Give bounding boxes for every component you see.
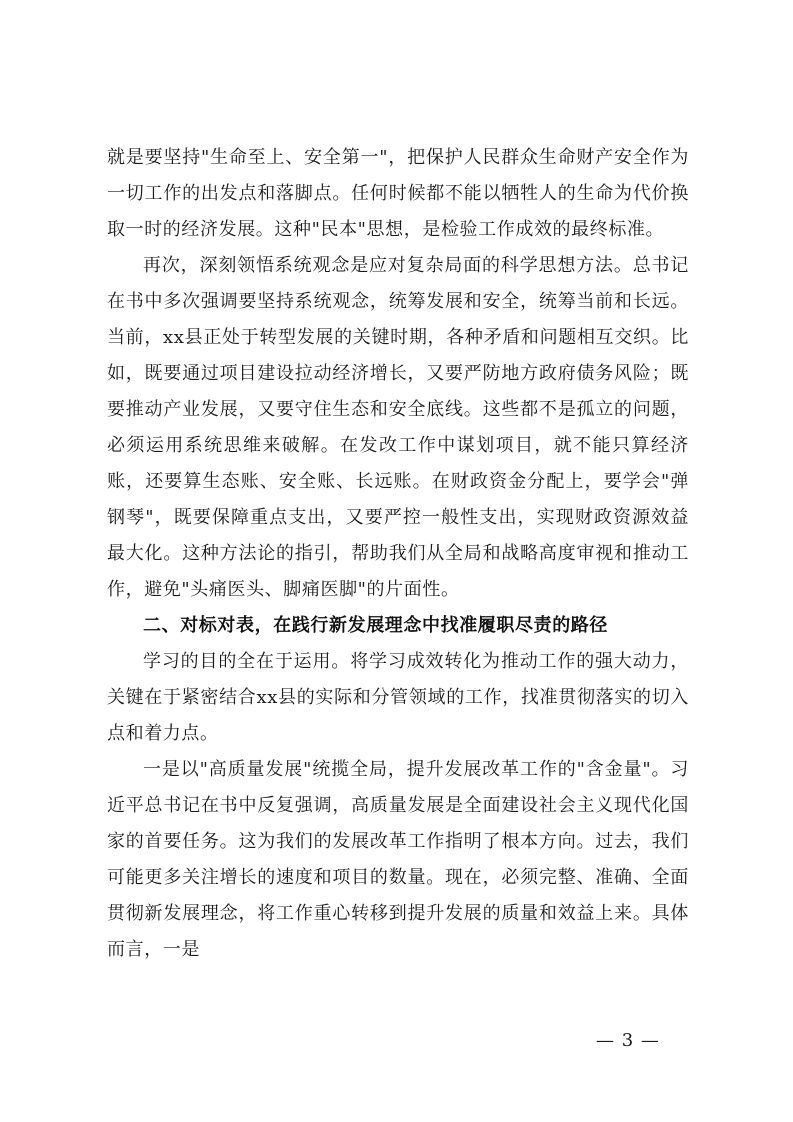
paragraph-high-quality-development: 一是以"高质量发展"统揽全局，提升发展改革工作的"含金量"。习近平总书记在书中反复强调，高质量发展是全面建设社会主义现代化国家的首要任务。这为我们的发展改革工作指明了根本方向。过去，我们可能更多关注增长的速度和项目的数量。现在，必须完整、准确、全面贯彻新发展理念，将工作重心转移到提升发展的质量和效益上来。具体而言，一是 bbox=[107, 759, 689, 960]
paragraph-continuation: 就是要坚持"生命至上、安全第一"，把保护人民群众生命财产安全作为一切工作的出发点和落脚点。任何时候都不能以牺牲人的生命为代价换取一时的经济发展。这种"民本"思想，是检验工作成效的最终标准。 bbox=[107, 147, 689, 240]
paragraph-system-concept: 再次，深刻领悟系统观念是应对复杂局面的科学思想方法。总书记在书中多次强调要坚持系统观念，统筹发展和安全，统筹当前和长远。当前，xx县正处于转型发展的关键时期，各种矛盾和问题相互交织。比如，既要通过项目建设拉动经济增长，又要严防地方政府债务风险；既要推动产业发展，又要守住生态和安全底线。这些都不是孤立的问题，必须运用系统思维来破解。在发改工作中谋划项目，就不能只算经济账，还要算生态账、安全账、长远账。在财政资金分配上，要学会"弹钢琴"，既要保障重点支出，又要严控一般性支出，实现财政资源效益最大化。这种方法论的指引，帮助我们从全局和战略高度审视和推动工作，避免"头痛医头、脚痛医脚"的片面性。 bbox=[107, 255, 689, 600]
page-number: — 3 — bbox=[596, 1030, 660, 1051]
section-heading-2: 二、对标对表，在践行新发展理念中找准履职尽责的路径 bbox=[143, 615, 608, 636]
paragraph-learning-purpose: 学习的目的全在于运用。将学习成效转化为推动工作的强大动力，关键在于紧密结合xx县的实际和分管领域的工作，找准贯彻落实的切入点和着力点。 bbox=[107, 651, 689, 744]
document-body bbox=[107, 140, 689, 968]
